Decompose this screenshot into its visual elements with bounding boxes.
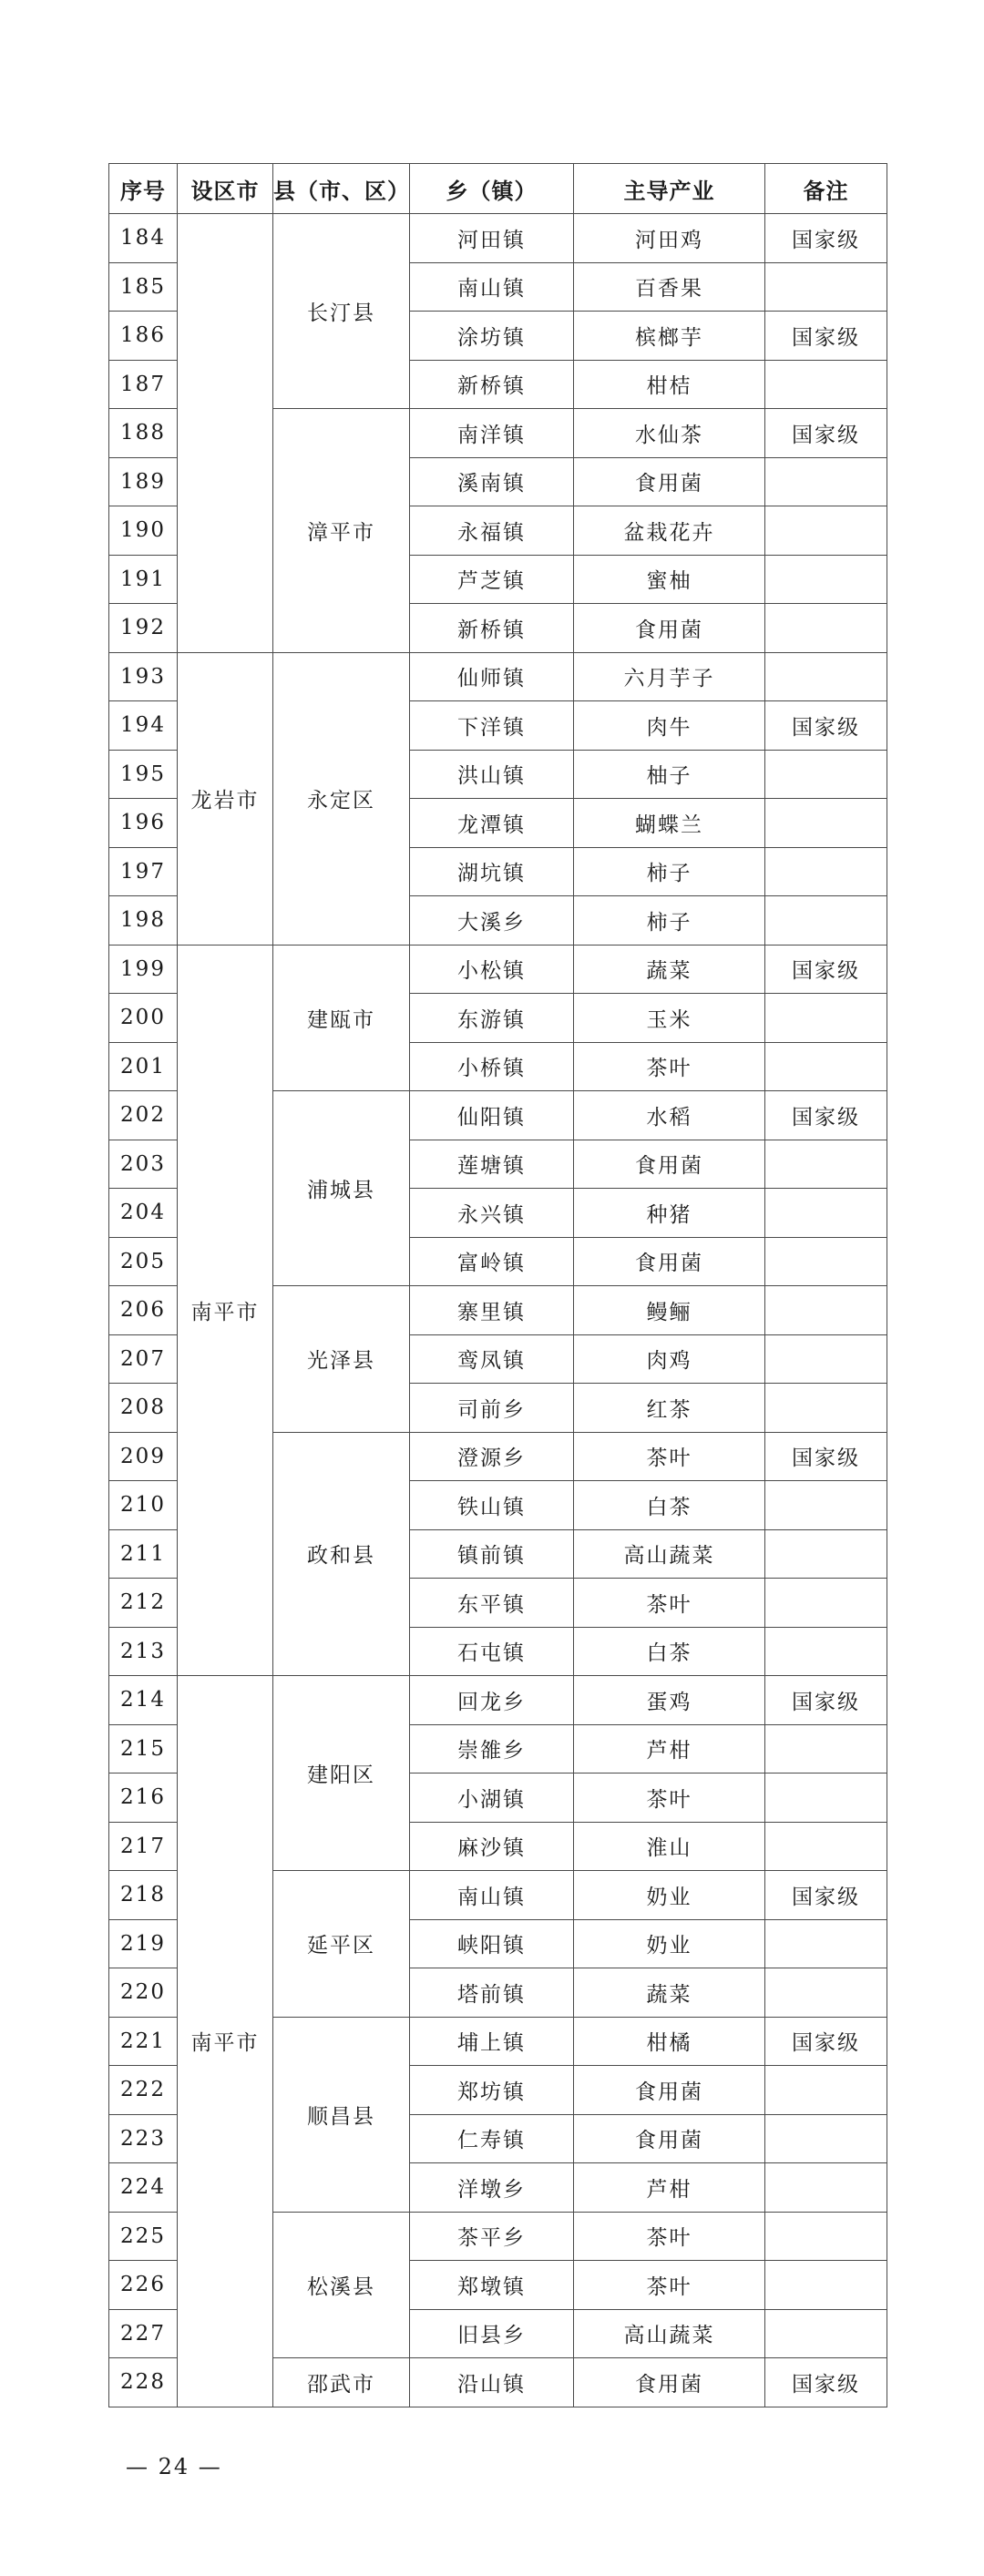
note-cell: 国家级 [765,2358,887,2407]
industry-cell: 茶叶 [574,1579,765,1628]
note-cell [765,1384,887,1433]
note-cell [765,2114,887,2163]
note-cell [765,994,887,1043]
seq-cell: 211 [109,1529,178,1579]
seq-cell: 207 [109,1334,178,1384]
industry-cell: 食用菌 [574,1140,765,1189]
seq-cell: 214 [109,1676,178,1725]
note-cell [765,555,887,604]
note-cell [765,1286,887,1335]
town-cell: 富岭镇 [410,1237,574,1286]
town-cell: 小湖镇 [410,1774,574,1823]
county-cell: 永定区 [273,652,410,945]
note-cell [765,1042,887,1091]
note-cell [765,1529,887,1579]
seq-cell: 201 [109,1042,178,1091]
seq-cell: 220 [109,1968,178,2018]
town-cell: 南洋镇 [410,409,574,458]
industry-cell: 淮山 [574,1822,765,1871]
note-cell [765,506,887,556]
note-cell: 国家级 [765,701,887,751]
town-cell: 莲塘镇 [410,1140,574,1189]
town-cell: 洋墩乡 [410,2163,574,2213]
county-cell: 浦城县 [273,1091,410,1286]
county-cell: 建阳区 [273,1676,410,1871]
note-cell [765,1334,887,1384]
industry-cell: 茶叶 [574,2261,765,2310]
table-row [109,652,887,701]
note-cell: 国家级 [765,1676,887,1725]
industry-cell: 柿子 [574,847,765,896]
industry-cell: 肉鸡 [574,1334,765,1384]
town-cell: 鸾凤镇 [410,1334,574,1384]
note-cell [765,1724,887,1774]
seq-cell: 190 [109,506,178,556]
seq-cell: 185 [109,262,178,312]
note-cell [765,360,887,409]
industry-cell: 食用菌 [574,2066,765,2115]
industry-cell: 柿子 [574,896,765,946]
header-county: 县（市、区） [273,164,410,214]
note-cell [765,604,887,653]
seq-cell: 202 [109,1091,178,1140]
industry-cell: 肉牛 [574,701,765,751]
note-cell [765,847,887,896]
note-cell [765,457,887,506]
town-cell: 茶平乡 [410,2212,574,2261]
industry-cell: 食用菌 [574,2114,765,2163]
industry-cell: 水稻 [574,1091,765,1140]
industry-cell: 茶叶 [574,1042,765,1091]
seq-cell: 225 [109,2212,178,2261]
town-cell: 旧县乡 [410,2309,574,2358]
note-cell [765,750,887,799]
note-cell [765,652,887,701]
county-cell: 建瓯市 [273,945,410,1091]
town-cell: 湖坑镇 [410,847,574,896]
note-cell [765,1774,887,1823]
note-cell: 国家级 [765,409,887,458]
seq-cell: 194 [109,701,178,751]
industry-cell: 奶业 [574,1871,765,1920]
town-cell: 澄源乡 [410,1432,574,1481]
note-cell [765,2066,887,2115]
note-cell [765,1822,887,1871]
seq-cell: 199 [109,945,178,994]
seq-cell: 222 [109,2066,178,2115]
town-cell: 永福镇 [410,506,574,556]
industry-cell: 茶叶 [574,2212,765,2261]
industry-cell: 蔬菜 [574,1968,765,2018]
seq-cell: 216 [109,1774,178,1823]
note-cell [765,1237,887,1286]
seq-cell: 227 [109,2309,178,2358]
note-cell [765,1189,887,1238]
header-seq: 序号 [109,164,178,214]
seq-cell: 224 [109,2163,178,2213]
town-cell: 溪南镇 [410,457,574,506]
note-cell [765,1579,887,1628]
note-cell: 国家级 [765,1091,887,1140]
note-cell [765,2163,887,2213]
seq-cell: 198 [109,896,178,946]
town-cell: 洪山镇 [410,750,574,799]
note-cell: 国家级 [765,1432,887,1481]
industry-cell: 食用菌 [574,1237,765,1286]
industry-cell: 食用菌 [574,604,765,653]
industry-cell: 六月芋子 [574,652,765,701]
town-cell: 大溪乡 [410,896,574,946]
industry-table [108,163,887,2407]
industry-cell: 茶叶 [574,1774,765,1823]
industry-cell: 蔬菜 [574,945,765,994]
industry-cell: 芦柑 [574,2163,765,2213]
note-cell [765,1919,887,1968]
note-cell [765,1968,887,2018]
header-industry: 主导产业 [574,164,765,214]
table-row [109,945,887,994]
note-cell [765,896,887,946]
seq-cell: 204 [109,1189,178,1238]
seq-cell: 218 [109,1871,178,1920]
town-cell: 小桥镇 [410,1042,574,1091]
town-cell: 仁寿镇 [410,2114,574,2163]
town-cell: 铁山镇 [410,1481,574,1530]
seq-cell: 200 [109,994,178,1043]
town-cell: 仙师镇 [410,652,574,701]
seq-cell: 213 [109,1627,178,1676]
town-cell: 寨里镇 [410,1286,574,1335]
seq-cell: 196 [109,799,178,848]
industry-cell: 水仙茶 [574,409,765,458]
industry-cell: 食用菌 [574,457,765,506]
seq-cell: 191 [109,555,178,604]
industry-cell: 鳗鲡 [574,1286,765,1335]
header-town: 乡（镇） [410,164,574,214]
note-cell [765,1140,887,1189]
seq-cell: 203 [109,1140,178,1189]
note-cell [765,2261,887,2310]
county-cell: 政和县 [273,1432,410,1676]
seq-cell: 193 [109,652,178,701]
table-row [109,214,887,263]
industry-cell: 食用菌 [574,2358,765,2407]
note-cell: 国家级 [765,214,887,263]
seq-cell: 219 [109,1919,178,1968]
note-cell [765,1481,887,1530]
city-cell: 南平市 [178,1676,273,2407]
seq-cell: 210 [109,1481,178,1530]
town-cell: 涂坊镇 [410,312,574,361]
industry-cell: 芦柑 [574,1724,765,1774]
county-cell: 松溪县 [273,2212,410,2358]
county-cell: 漳平市 [273,409,410,653]
table-row [109,1676,887,1725]
seq-cell: 221 [109,2017,178,2066]
town-cell: 仙阳镇 [410,1091,574,1140]
seq-cell: 184 [109,214,178,263]
seq-cell: 206 [109,1286,178,1335]
seq-cell: 208 [109,1384,178,1433]
town-cell: 新桥镇 [410,360,574,409]
town-cell: 东平镇 [410,1579,574,1628]
seq-cell: 189 [109,457,178,506]
town-cell: 崇雒乡 [410,1724,574,1774]
town-cell: 镇前镇 [410,1529,574,1579]
county-cell: 长汀县 [273,214,410,409]
town-cell: 下洋镇 [410,701,574,751]
town-cell: 回龙乡 [410,1676,574,1725]
county-cell: 邵武市 [273,2358,410,2407]
town-cell: 永兴镇 [410,1189,574,1238]
town-cell: 南山镇 [410,262,574,312]
town-cell: 龙潭镇 [410,799,574,848]
note-cell [765,1627,887,1676]
header-note: 备注 [765,164,887,214]
industry-cell: 槟榔芋 [574,312,765,361]
industry-cell: 玉米 [574,994,765,1043]
industry-cell: 盆栽花卉 [574,506,765,556]
city-cell [178,214,273,653]
note-cell: 国家级 [765,1871,887,1920]
seq-cell: 209 [109,1432,178,1481]
town-cell: 埔上镇 [410,2017,574,2066]
industry-cell: 蝴蝶兰 [574,799,765,848]
city-cell: 龙岩市 [178,652,273,945]
industry-cell: 茶叶 [574,1432,765,1481]
industry-cell: 蛋鸡 [574,1676,765,1725]
seq-cell: 195 [109,750,178,799]
industry-cell: 河田鸡 [574,214,765,263]
town-cell: 芦芝镇 [410,555,574,604]
town-cell: 峡阳镇 [410,1919,574,1968]
industry-cell: 奶业 [574,1919,765,1968]
header-city: 设区市 [178,164,273,214]
city-cell: 南平市 [178,945,273,1676]
note-cell: 国家级 [765,312,887,361]
seq-cell: 217 [109,1822,178,1871]
seq-cell: 188 [109,409,178,458]
seq-cell: 205 [109,1237,178,1286]
note-cell: 国家级 [765,945,887,994]
page-number: — 24 — [126,2454,222,2479]
industry-cell: 白茶 [574,1627,765,1676]
town-cell: 南山镇 [410,1871,574,1920]
town-cell: 石屯镇 [410,1627,574,1676]
county-cell: 光泽县 [273,1286,410,1433]
note-cell [765,799,887,848]
note-cell [765,262,887,312]
town-cell: 司前乡 [410,1384,574,1433]
industry-cell: 柑橘 [574,2017,765,2066]
county-cell: 延平区 [273,1871,410,2018]
county-cell: 顺昌县 [273,2017,410,2212]
town-cell: 郑坊镇 [410,2066,574,2115]
seq-cell: 226 [109,2261,178,2310]
seq-cell: 187 [109,360,178,409]
town-cell: 新桥镇 [410,604,574,653]
note-cell [765,2309,887,2358]
note-cell [765,2212,887,2261]
industry-cell: 蜜柚 [574,555,765,604]
town-cell: 东游镇 [410,994,574,1043]
industry-cell: 种猪 [574,1189,765,1238]
industry-cell: 高山蔬菜 [574,2309,765,2358]
town-cell: 沿山镇 [410,2358,574,2407]
industry-cell: 高山蔬菜 [574,1529,765,1579]
industry-cell: 柚子 [574,750,765,799]
town-cell: 小松镇 [410,945,574,994]
seq-cell: 186 [109,312,178,361]
seq-cell: 197 [109,847,178,896]
town-cell: 河田镇 [410,214,574,263]
seq-cell: 215 [109,1724,178,1774]
seq-cell: 223 [109,2114,178,2163]
industry-cell: 柑桔 [574,360,765,409]
industry-cell: 百香果 [574,262,765,312]
industry-cell: 白茶 [574,1481,765,1530]
industry-cell: 红茶 [574,1384,765,1433]
seq-cell: 228 [109,2358,178,2407]
town-cell: 郑墩镇 [410,2261,574,2310]
seq-cell: 192 [109,604,178,653]
seq-cell: 212 [109,1579,178,1628]
town-cell: 麻沙镇 [410,1822,574,1871]
note-cell: 国家级 [765,2017,887,2066]
town-cell: 塔前镇 [410,1968,574,2018]
table-header-row [109,164,887,214]
